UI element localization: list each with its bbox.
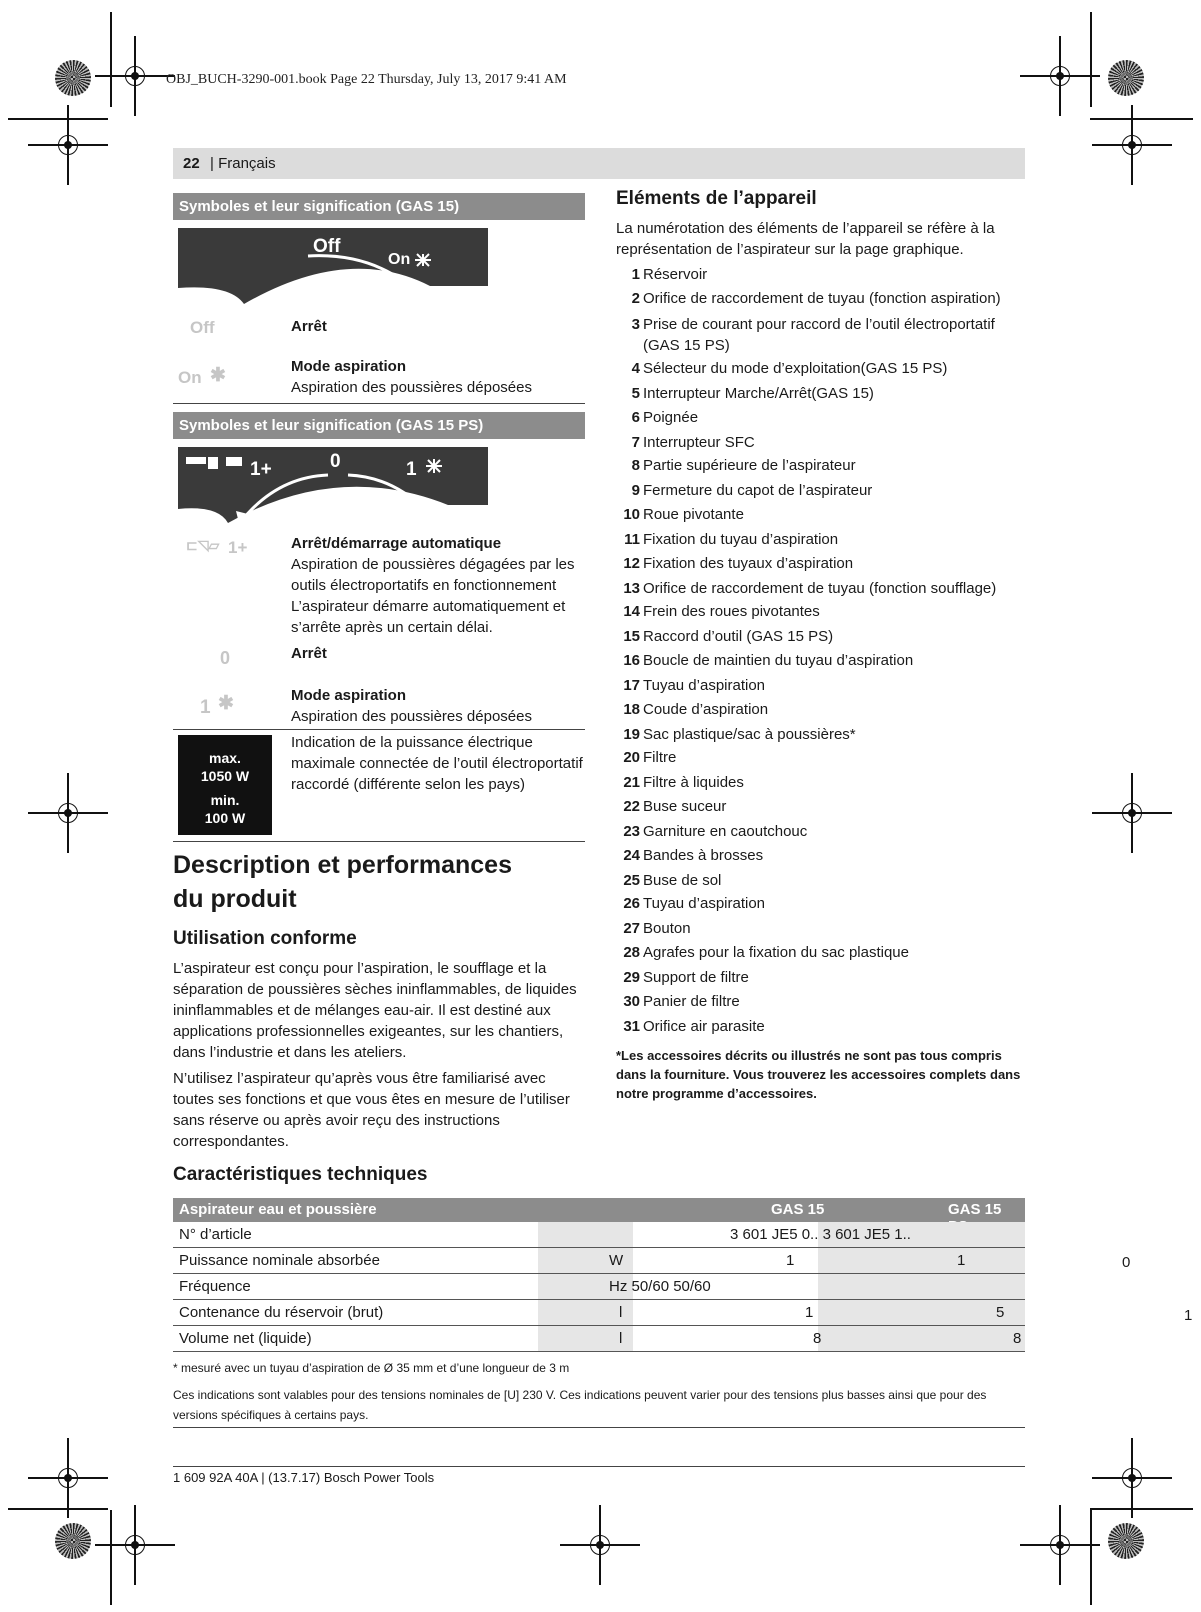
- gas15-dial-graphic: [178, 228, 488, 310]
- divider: [173, 841, 585, 842]
- row-label: Fréquence: [179, 1278, 251, 1295]
- list-item: 3 Prise de courant pour raccord de l’outil électroportatif (GAS 15 PS): [631, 316, 995, 354]
- measurement-note: * mesuré avec un tuyau d’aspiration de Ø 35 mm et d’une longueur de 3 m: [173, 1361, 570, 1375]
- registration-mark-bottom-right: [1108, 1523, 1144, 1559]
- symbol-zero-item: [291, 643, 581, 664]
- list-item: 21 Filtre à liquides: [623, 774, 744, 791]
- list-item: 9 Fermeture du capot de l’aspirateur: [631, 482, 873, 499]
- row-label: Volume net (liquide): [179, 1330, 312, 1347]
- intended-use-paragraph-1: L’aspirateur est conçu pour l’aspiration, le soufflage et la séparation de poussières sèches ininflammables, de liquides ininflammables et de mélanges eau-air. Il est destiné aux applications professionnelles exigeantes, sur les chantiers, dans l’industrie et dans les ateliers.: [173, 960, 577, 1061]
- list-item: 24 Bandes à brosses: [623, 847, 764, 864]
- list-item: 5 Interrupteur Marche/Arrêt(GAS 15): [631, 385, 874, 402]
- page-language: | Français: [210, 155, 276, 172]
- dust-icon: [426, 459, 442, 473]
- symbol-title: Arrêt/démarrage automatique: [291, 535, 502, 552]
- list-item: 31 Orifice air parasite: [623, 1018, 765, 1035]
- trim-line: [1090, 1510, 1092, 1605]
- dust-icon: [415, 254, 431, 266]
- symbol-desc: Aspiration des poussières déposées: [291, 379, 532, 396]
- trim-line: [1090, 118, 1193, 120]
- print-slug: OBJ_BUCH-3290-001.book Page 22 Thursday, July 13, 2017 9:41 AM: [166, 72, 567, 87]
- table-row: [173, 1274, 1025, 1300]
- power-max-value: 1050 W: [200, 768, 250, 784]
- row-label: Contenance du réservoir (brut): [179, 1304, 384, 1321]
- list-item: 15 Raccord d’outil (GAS 15 PS): [623, 628, 834, 645]
- list-item: 23 Garniture en caoutchouc: [623, 823, 808, 840]
- symbol-auto-item: [291, 533, 581, 638]
- spec-table-header: [173, 1198, 1025, 1222]
- crosshair-mark: [1020, 36, 1100, 116]
- auto-start-symbol-icon: ⊏◹▱: [186, 537, 220, 553]
- list-item: 27 Bouton: [623, 920, 691, 937]
- symbol-off-item: [291, 316, 581, 337]
- header-gas15: GAS 15: [771, 1201, 825, 1218]
- row-value: 1: [786, 1252, 795, 1269]
- symbol-title: Arrêt: [291, 645, 327, 662]
- symbol-title: Mode aspiration: [291, 687, 407, 704]
- symbols-gas15ps-title: Symboles et leur signification (GAS 15 PS): [173, 412, 585, 439]
- registration-mark-bottom-left: [55, 1523, 91, 1559]
- stray-table-value: 0: [1122, 1254, 1131, 1271]
- trim-line: [110, 1510, 112, 1605]
- dial-right-label: 1: [406, 459, 417, 480]
- power-min-value: 100 W: [204, 810, 246, 826]
- power-rating-desc: Indication de la puissance électrique maximale connectée de l’outil électroportatif raccordé (différente selon les pays): [291, 734, 583, 793]
- list-item: 26 Tuyau d’aspiration: [623, 895, 766, 912]
- technical-heading: Caractéristiques techniques: [173, 1164, 428, 1185]
- power-max-label: max.: [209, 750, 241, 766]
- page-footer: 1 609 92A 40A | (13.7.17) Bosch Power Tools: [173, 1470, 435, 1485]
- crosshair-mark: [28, 105, 108, 185]
- row-value: 1: [957, 1252, 966, 1269]
- header-gas15ps: GAS 15: [948, 1201, 1002, 1218]
- list-item: 7 Interrupteur SFC: [631, 434, 755, 451]
- intended-use-paragraph-2: N’utilisez l’aspirateur qu’après vous être familiarisé avec toutes ses fonctions et que vous êtes en mesure de l’utiliser sans réserve ou après avoir reçu des instructions correspondantes.: [173, 1070, 570, 1150]
- symbol-on-item: [291, 356, 581, 398]
- dial-on-label: On: [388, 251, 411, 268]
- footer-divider: [173, 1466, 1025, 1467]
- dial-mid-label: 0: [330, 451, 341, 472]
- row-unit: l: [619, 1304, 623, 1321]
- list-item: 19 Sac plastique/sac à poussières*: [623, 726, 856, 743]
- crosshair-mark: [95, 1505, 175, 1585]
- crosshair-mark: [95, 36, 175, 116]
- trim-line: [1090, 12, 1092, 107]
- gas15ps-dial-graphic: [178, 447, 488, 529]
- elements-heading: Eléments de l’appareil: [616, 188, 817, 209]
- trim-line: [1090, 1508, 1193, 1510]
- list-item: 16 Boucle de maintien du tuyau d’aspiration: [623, 652, 914, 669]
- list-item: 18 Coude d’aspiration: [623, 701, 769, 718]
- symbol-desc: Aspiration de poussières dégagées par les outils électroportatifs en fonctionnement L’aspirateur démarre automatiquement et s’arrête après un certain délai.: [291, 556, 575, 636]
- list-item: 29 Support de filtre: [623, 969, 749, 986]
- registration-mark-top-left: [55, 60, 91, 96]
- list-item: 22 Buse suceur: [623, 798, 727, 815]
- header-label: Aspirateur eau et poussière: [179, 1201, 377, 1218]
- list-item: 28 Agrafes pour la fixation du sac plastique: [623, 944, 909, 961]
- table-row: [173, 1248, 1025, 1274]
- row-label: N° d’article: [179, 1226, 252, 1243]
- list-item: 17 Tuyau d’aspiration: [623, 677, 766, 694]
- list-item: 4 Sélecteur du mode d’exploitation(GAS 15 PS): [631, 360, 948, 377]
- list-item: 11 Fixation du tuyau d’aspiration: [624, 531, 839, 548]
- dust-icon: ✱: [218, 693, 234, 714]
- table-row: [173, 1222, 1025, 1248]
- trim-line: [8, 118, 108, 120]
- power-min-label: min.: [210, 792, 240, 808]
- on-symbol-icon: On: [178, 368, 202, 387]
- row-value: 5: [996, 1304, 1005, 1321]
- row-label: Puissance nominale absorbée: [179, 1252, 380, 1269]
- crosshair-mark: [560, 1505, 640, 1585]
- dial-off-label: Off: [313, 236, 341, 257]
- row-unit: Hz 50/60 50/60: [609, 1278, 711, 1295]
- symbol-title: Arrêt: [291, 318, 327, 335]
- divider: [173, 1427, 1025, 1428]
- symbol-one-item: [291, 685, 581, 727]
- page-number: 22: [183, 155, 200, 172]
- voltage-note: Ces indications sont valables pour des tensions nominales de [U] 230 V. Ces indications peuvent varier pour des tensions plus basses ainsi que pour des versions spécifiques à certains pays.: [173, 1388, 987, 1422]
- section-title: Description et performances du produit: [173, 851, 512, 913]
- symbols-gas15-title: Symboles et leur signification (GAS 15): [173, 193, 585, 220]
- page-header: [173, 148, 1025, 179]
- dust-icon: ✱: [210, 365, 226, 386]
- list-item: 1 Réservoir: [631, 266, 708, 283]
- crosshair-mark: [1092, 1438, 1172, 1518]
- list-item: 6 Poignée: [631, 409, 699, 426]
- list-item: 8 Partie supérieure de l’aspirateur: [631, 457, 856, 474]
- accessories-footnote: *Les accessoires décrits ou illustrés ne sont pas tous compris dans la fourniture. Vous trouverez les accessoires complets dans notre programme d’accessoires.: [616, 1048, 1021, 1101]
- row-value: 8: [813, 1330, 822, 1347]
- row-value: 1: [805, 1304, 814, 1321]
- list-item: 14 Frein des roues pivotantes: [623, 603, 820, 620]
- stray-table-value: 1: [1184, 1307, 1193, 1324]
- list-item: 13 Orifice de raccordement de tuyau (fonction soufflage): [623, 580, 997, 597]
- symbol-title: Mode aspiration: [291, 358, 407, 375]
- list-item: 20 Filtre: [623, 749, 677, 766]
- auto-start-symbol-label: 1+: [228, 538, 248, 557]
- power-rating-box: [178, 735, 272, 835]
- dial-left-label: 1+: [250, 459, 272, 480]
- divider: [173, 729, 585, 730]
- zero-symbol-icon: 0: [220, 648, 231, 668]
- table-row: [173, 1300, 1025, 1326]
- row-unit: l: [619, 1330, 623, 1347]
- crosshair-mark: [28, 773, 108, 853]
- table-row: [173, 1326, 1025, 1352]
- crosshair-mark: [1020, 1505, 1100, 1585]
- trim-line: [8, 1508, 108, 1510]
- symbol-desc: Aspiration des poussières déposées: [291, 708, 532, 725]
- trim-line: [110, 12, 112, 107]
- crosshair-mark: [1092, 105, 1172, 185]
- row-value: 8: [1013, 1330, 1022, 1347]
- list-item: 10 Roue pivotante: [623, 506, 744, 523]
- list-item: 2 Orifice de raccordement de tuyau (fonction aspiration): [631, 290, 1001, 307]
- elements-intro: La numérotation des éléments de l’appareil se réfère à la représentation de l’aspirateur sur la page graphique.: [616, 220, 995, 258]
- registration-mark-top-right: [1108, 60, 1144, 96]
- intended-use-heading: Utilisation conforme: [173, 928, 357, 949]
- list-item: 12 Fixation des tuyaux d’aspiration: [623, 555, 854, 572]
- divider: [173, 403, 585, 404]
- list-item: 30 Panier de filtre: [623, 993, 740, 1010]
- one-symbol-icon: 1: [200, 697, 211, 718]
- off-symbol-icon: Off: [190, 318, 215, 337]
- list-item: 25 Buse de sol: [623, 872, 722, 889]
- crosshair-mark: [1092, 773, 1172, 853]
- row-unit: W: [609, 1252, 624, 1269]
- row-value: 3 601 JE5 0.. 3 601 JE5 1..: [730, 1226, 911, 1243]
